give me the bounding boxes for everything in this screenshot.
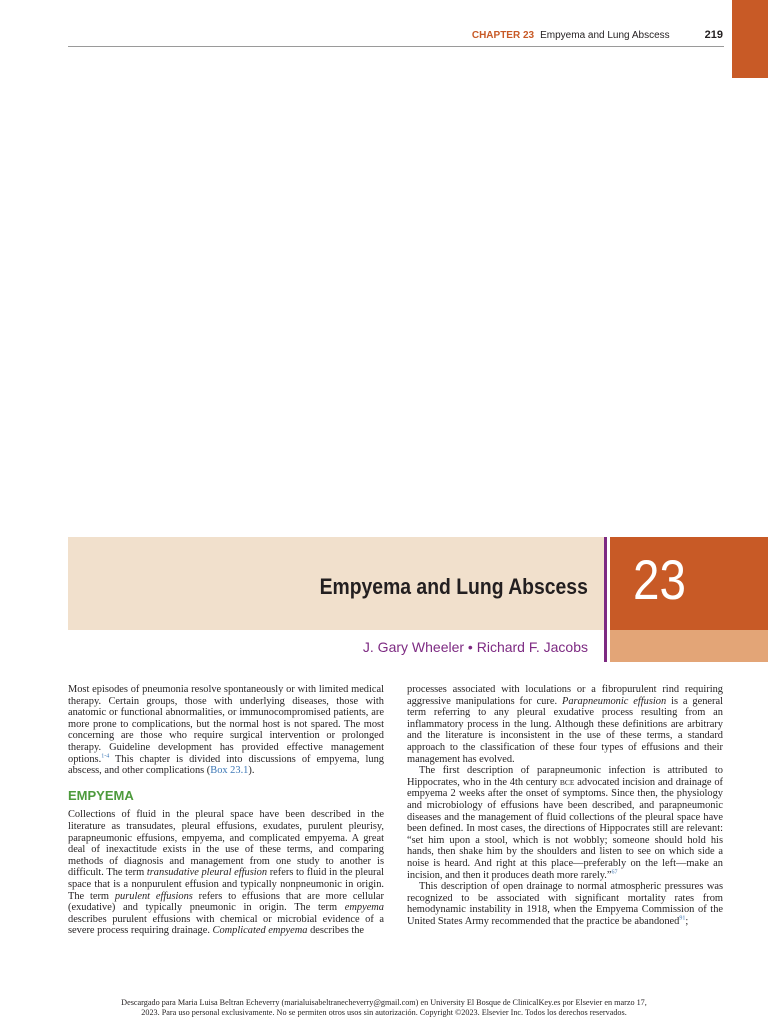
- header-rule: [68, 46, 724, 47]
- intro-text-cont: This chapter is divided into discussions of empyema, lung abscess, and other complications (: [68, 753, 384, 777]
- chapter-corner-tab: [732, 0, 768, 78]
- left-column: [68, 684, 384, 937]
- box-link[interactable]: Box 23.1: [210, 765, 249, 777]
- body-text: refers to effusions that are more cellular (exudative) and typically pneumonic in origin. The term: [68, 890, 384, 914]
- chapter-authors: J. Gary Wheeler • Richard F. Jacobs: [362, 639, 588, 655]
- body-text: processes associated with loculations or a fibropurulent rind requiring aggressive manipulations for cure.: [407, 684, 723, 707]
- body-text: ;: [685, 915, 689, 927]
- intro-text: Most episodes of pneumonia resolve spontaneously or with limited medical therapy. Certain groups, those with underlying diseases, those with anatomic or functional abnormalities, or immunocompromised patients, are more prone to complications, but the normal host is not spared. The most concerning are those who require surgical intervention or prolonged therapy. Guideline development has provided effective management options.: [68, 684, 384, 765]
- term-italic: empyema: [344, 902, 384, 914]
- body-text: This description of open drainage to normal atmospheric pressures was recognized to be associated with significant mortality rates from hemodynamic instability in 1918, when the Empyema Commission of the United States Army recommended that the practice be abandoned: [407, 881, 723, 927]
- chapter-title: Empyema and Lung Abscess: [319, 574, 588, 599]
- intro-text-end: ).: [248, 765, 255, 777]
- reference-link[interactable]: 91: [679, 915, 686, 922]
- chapter-number: 23: [633, 548, 686, 611]
- download-notice-line-2: 2023. Para uso personal exclusivamente. No se permiten otros usos sin autorización. Copyright ©2023. Elsevier Inc. Todos los derechos reservados.: [141, 1007, 627, 1017]
- right-column: [407, 684, 723, 927]
- term-italic: Parapneumonic effusion: [561, 695, 667, 707]
- running-head: [68, 29, 723, 41]
- running-head-chapter-title: Empyema and Lung Abscess: [540, 30, 670, 41]
- body-text: describes purulent effusions with chemical or microbial evidence of a severe process requiring drainage.: [68, 913, 384, 937]
- body-text: refers to fluid in the pleural space that is a nonpurulent effusion and typically nonpneumonic in origin. The term: [68, 867, 384, 902]
- body-text: The first description of parapneumonic infection is attributed to Hippocrates, who in the 4th century: [407, 765, 723, 788]
- term-italic: purulent effusions: [114, 890, 193, 902]
- intro-paragraph: [68, 684, 384, 777]
- reference-link[interactable]: 67: [611, 869, 618, 876]
- era-abbreviation: BCE: [559, 777, 575, 787]
- download-notice-line-1: Descargado para Maria Luisa Beltran Echeverry (marialuisabeltranecheverry@gmail.com) en University El Bosque de ClinicalKey.es por Elsevier en marzo 17,: [121, 998, 647, 1007]
- page-number: 219: [704, 29, 723, 41]
- body-text: describes the: [307, 925, 365, 937]
- empyema-paragraph: [68, 809, 384, 937]
- drainage-paragraph: [407, 881, 723, 927]
- running-head-chapter-label: CHAPTER 23: [471, 30, 535, 41]
- download-notice: [0, 998, 768, 1017]
- reference-link[interactable]: 1-4: [101, 753, 110, 760]
- section-heading-empyema: EMPYEMA: [68, 787, 134, 803]
- body-text: is a general term referring to any pleural exudative process resulting from an inflammatory process in the lung. Although these definitions are arbitrary and the literature is inconsistent in the use of these terms, a standard approach to the classification of these four types of effusions and their management has evolved.: [407, 695, 723, 765]
- chapter-number-strip: [610, 630, 768, 662]
- term-italic: Complicated empyema: [212, 925, 308, 937]
- body-text: Collections of fluid in the pleural space have been described in the literature as transudates, pleural effusions, exudates, purulent pleurisy, parapneumonic effusions, empyema, and complicated empyema. A great deal of inexactitude exists in the use of these terms, and comparing methods of diagnosis and management from one study to another is difficult. The term: [68, 809, 384, 879]
- title-divider-bar: [604, 537, 607, 662]
- body-text: advocated incision and drainage of empyema 2 weeks after the onset of symptoms. Since then, the physiology and microbiology of effusions have been described, and parapneumonic diseases and the management of fluid collections of the pleural space have been defined. In most cases, the directions of Hippocrates still are relevant: “set him upon a stool, which is not wobbly; someone should hold his hands, then shake him by the shoulders and listen to see on which side a noise is heard. And right at this place—preferably on the left—make an incision, and then it produces death more rarely.”: [407, 776, 723, 881]
- definitions-paragraph: [407, 684, 723, 765]
- term-italic: transudative pleural effusion: [146, 867, 268, 879]
- history-paragraph: [407, 765, 723, 881]
